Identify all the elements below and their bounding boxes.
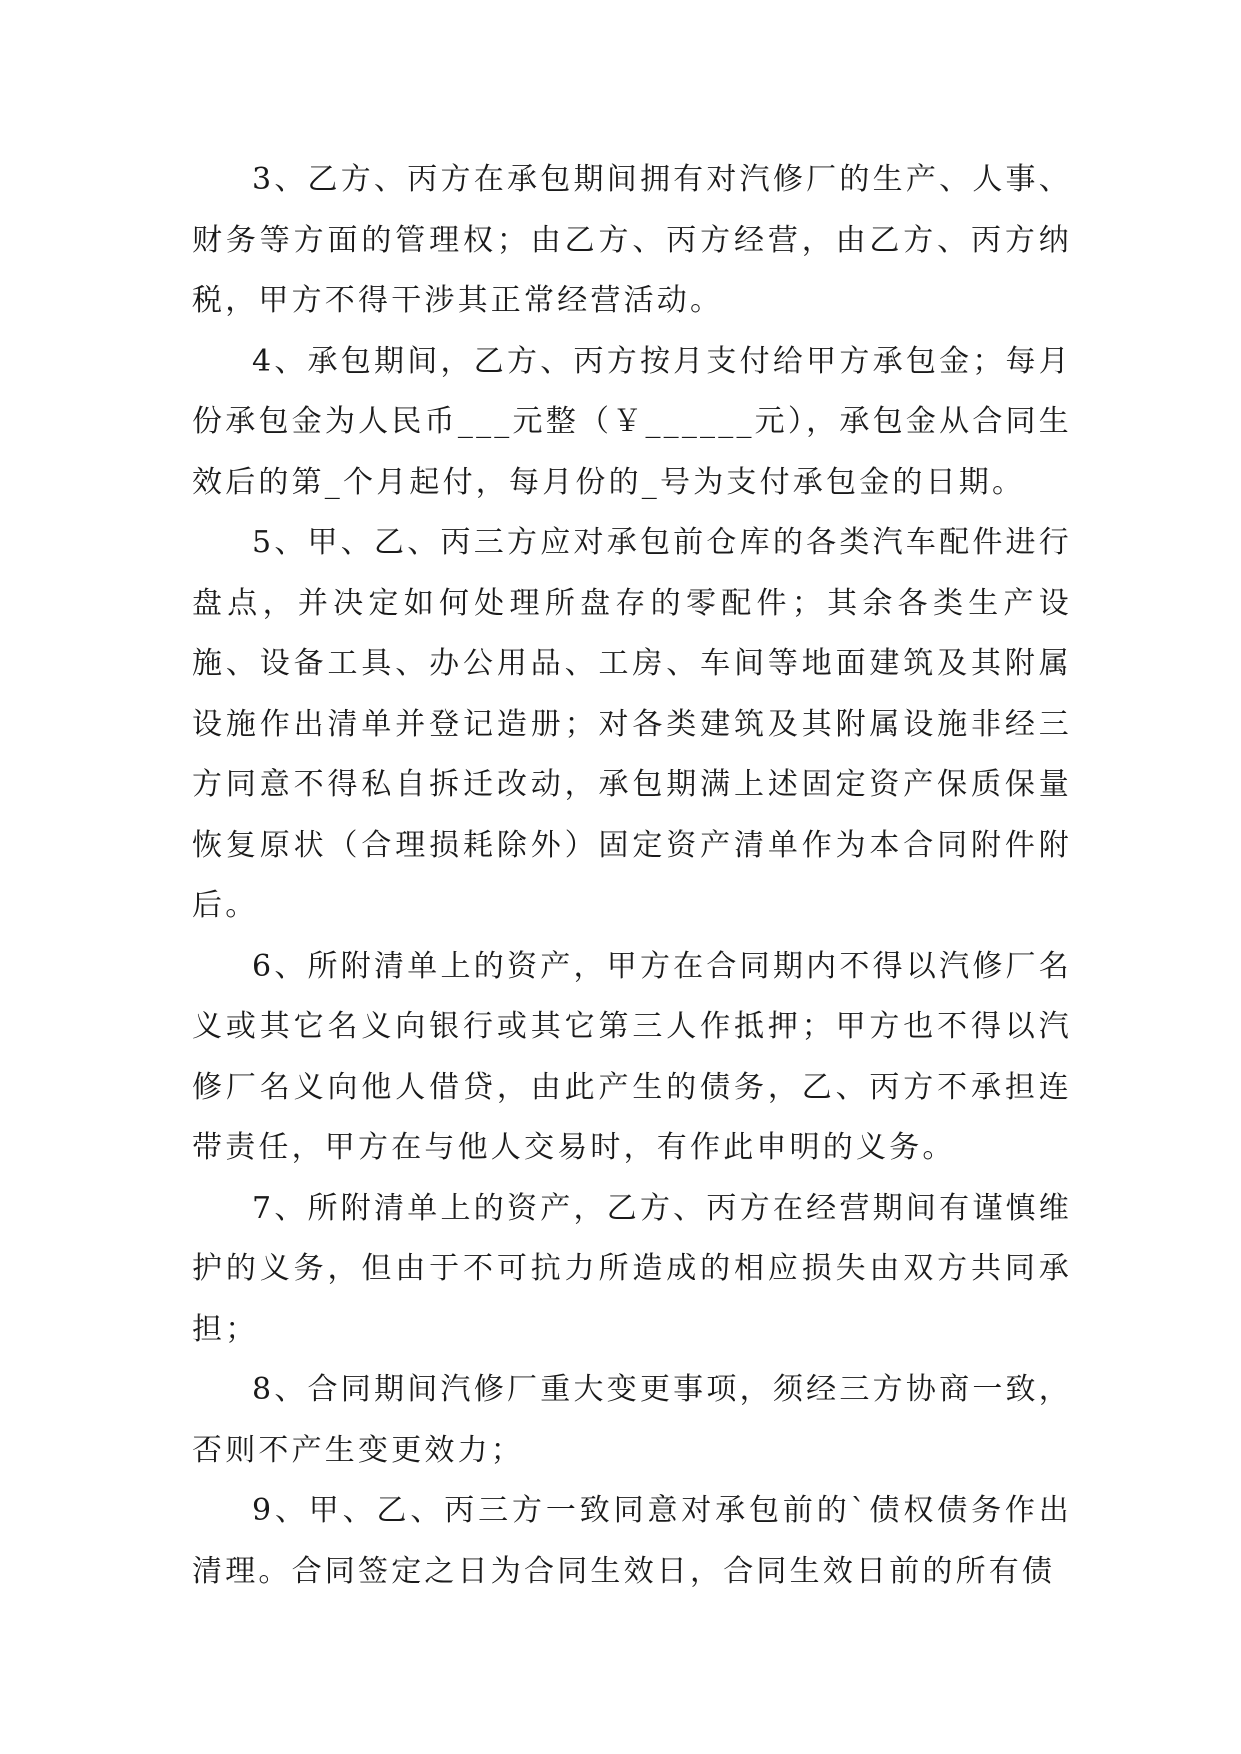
clause-9-paragraph: 9、甲、乙、丙三方一致同意对承包前的`债权债务作出清理。合同签定之日为合同生效日，合同生效日前的所有债: [192, 1493, 1072, 1589]
clause-5-paragraph: 5、甲、乙、丙三方应对承包前仓库的各类汽车配件进行盘点，并决定如何处理所盘存的零配件；其余各类生产设施、设备工具、办公用品、工房、车间等地面建筑及其附属设施作出清单并登记造册；对各类建筑及其附属设施非经三方同意不得私自拆迁改动，承包期满上述固定资产保质保量恢复原状（合理损耗除外）固定资产清单作为本合同附件附后。: [192, 525, 1072, 923]
clause-4-paragraph: 4、承包期间，乙方、丙方按月支付给甲方承包金；每月份承包金为人民币___元整（￥______元），承包金从合同生效后的第_个月起付，每月份的_号为支付承包金的日期。: [192, 343, 1072, 500]
clause-3-paragraph: 3、乙方、丙方在承包期间拥有对汽修厂的生产、人事、财务等方面的管理权；由乙方、丙方经营，由乙方、丙方纳税，甲方不得干涉其正常经营活动。: [192, 162, 1072, 318]
clause-7-paragraph: 7、所附清单上的资产，乙方、丙方在经营期间有谨慎维护的义务，但由于不可抗力所造成的相应损失由双方共同承担；: [192, 1190, 1072, 1347]
clause-6-paragraph: 6、所附清单上的资产，甲方在合同期内不得以汽修厂名义或其它名义向银行或其它第三人作抵押；甲方也不得以汽修厂名义向他人借贷，由此产生的债务，乙、丙方不承担连带责任，甲方在与他人交易时，有作此申明的义务。: [192, 948, 1072, 1165]
document-body: [192, 150, 1072, 1602]
clause-8-paragraph: 8、合同期间汽修厂重大变更事项，须经三方协商一致，否则不产生变更效力；: [192, 1372, 1072, 1468]
